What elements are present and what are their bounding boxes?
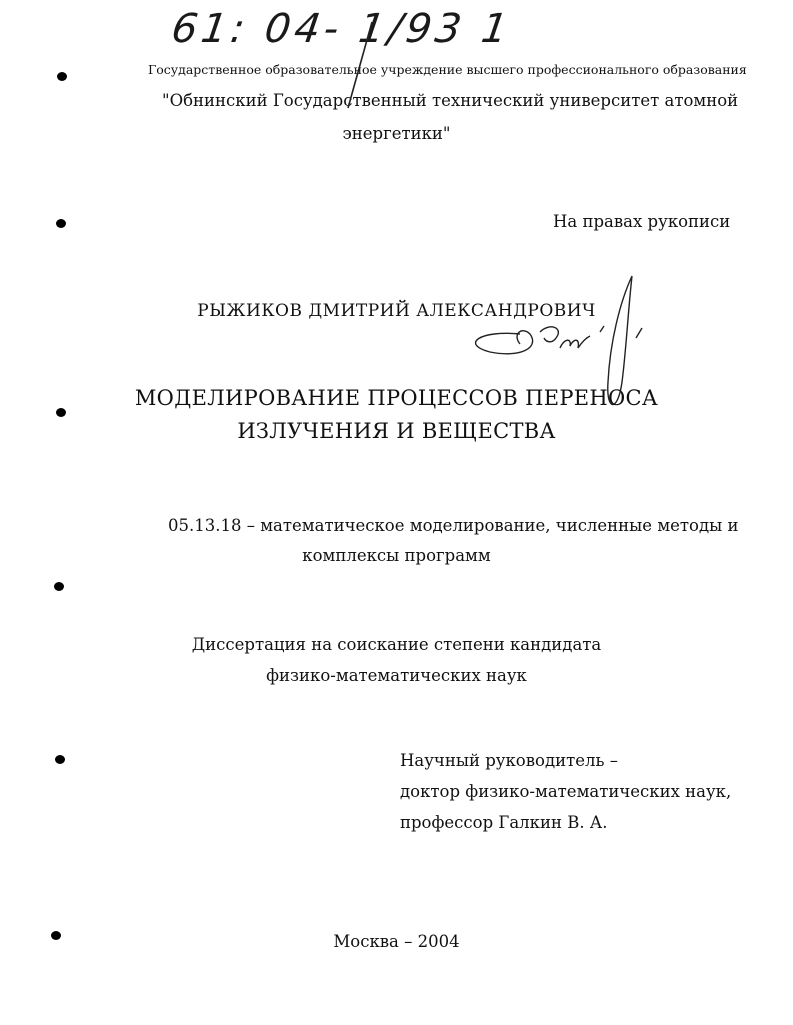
dissertation-title-line-2: ИЗЛУЧЕНИЯ И ВЕЩЕСТВА [237,419,556,443]
binding-hole-mark [55,755,65,764]
institution-line-2: "Обнинский Государственный технический университет атомной [162,91,739,110]
binding-hole-mark [57,72,67,81]
institution-line-3: энергетики" [342,124,451,143]
author-name: РЫЖИКОВ ДМИТРИЙ АЛЕКСАНДРОВИЧ [197,301,596,321]
degree-line-2: физико-математических наук [266,666,527,685]
supervisor-line-1: Научный руководитель – [400,751,618,770]
degree-line-1: Диссертация на соискание степени кандидата [191,635,602,654]
specialty-line-1: 05.13.18 – математическое моделирование, численные методы и [168,516,739,535]
binding-hole-mark [54,582,64,591]
supervisor-line-3: профессор Галкин В. А. [400,813,608,832]
specialty-line-2: комплексы программ [302,546,491,565]
city-year: Москва – 2004 [333,932,460,951]
supervisor-line-2: доктор физико-математических наук, [400,782,732,801]
binding-hole-mark [56,219,66,228]
manuscript-rights-label: На правах рукописи [553,212,731,231]
dissertation-title-line-1: МОДЕЛИРОВАНИЕ ПРОЦЕССОВ ПЕРЕНОСА [134,386,659,410]
handwritten-catalogue-code: 61: 04- 1/93 1 [168,6,515,52]
pen-stroke-mark [340,20,380,110]
institution-line-1: Государственное образовательное учреждение высшего профессионального образования [148,62,747,77]
